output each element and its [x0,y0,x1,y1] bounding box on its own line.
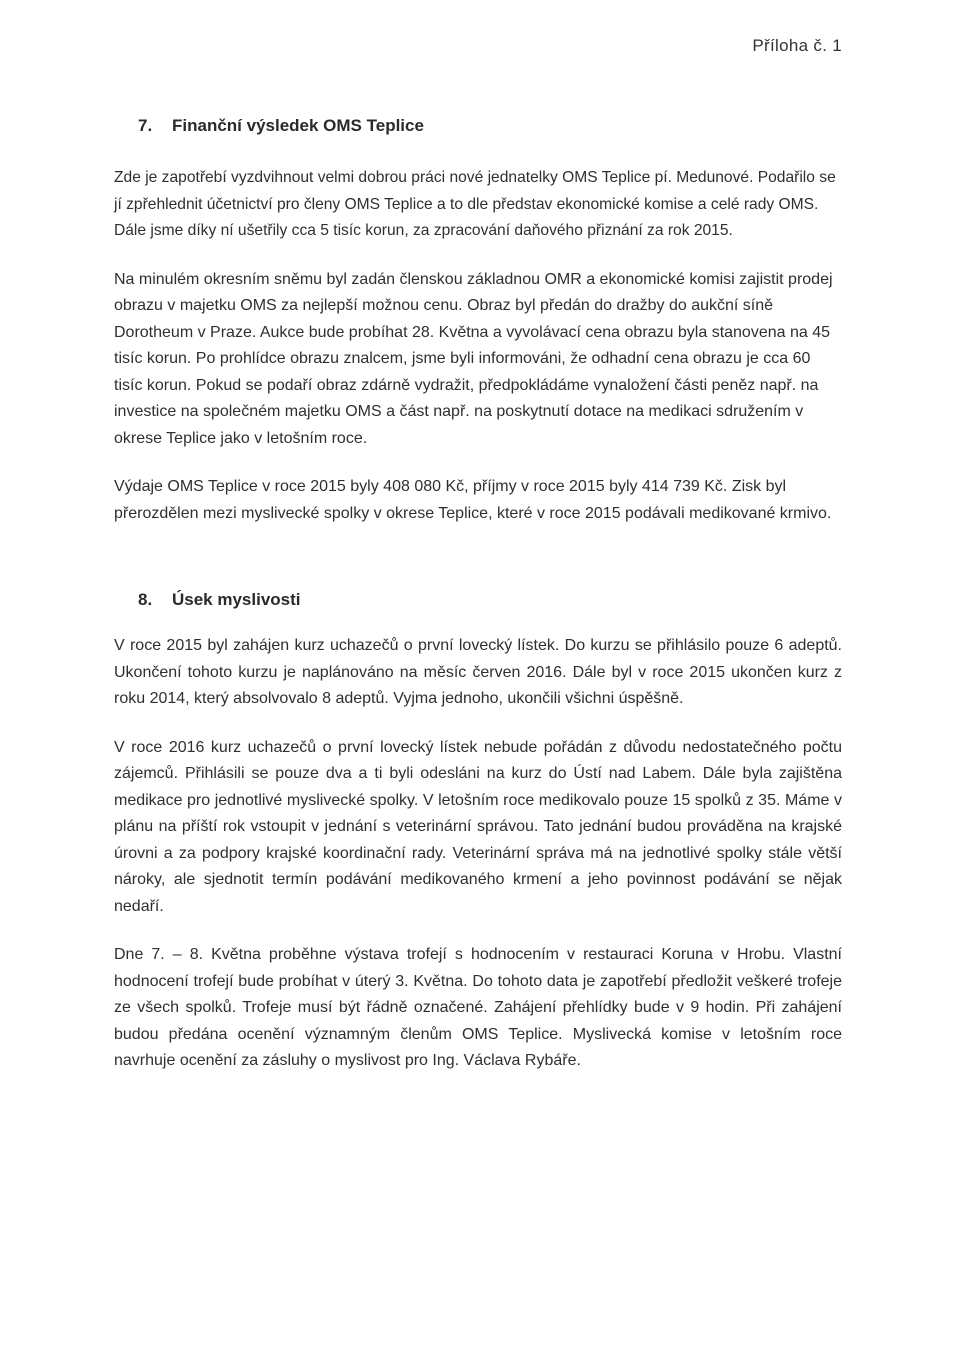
section-7-paragraph-2: Na minulém okresním sněmu byl zadán členskou základnou OMR a ekonomické komisi zajistit prodej obrazu v majetku OMS za nejlepší možnou cenu. Obraz byl předán do dražby do aukční síně Dorotheum v Praze. Aukce bude probíhat 28. Května a vyvolávací cena obrazu byla stanovena na 45 tisíc korun. Po prohlídce obrazu znalcem, jsme byli informováni, že odhadní cena obrazu je cca 60 tisíc korun. Pokud se podaří obraz zdárně vydražit, předpokládáme vynaložení části peněz např. na investice na společném majetku OMS a část např. na poskytnutí dotace na medikaci sdružením v okrese Teplice jako v letošním roce. [114,270,833,447]
attachment-label: Příloha č. 1 [752,36,842,55]
section-8-paragraph-2: V roce 2016 kurz uchazečů o první lovecký lístek nebude pořádán z důvodu nedostatečného počtu zájemců. Přihlásili se pouze dva a ti byli odesláni na kurz do Ústí nad Labem. Dále byla zajištěna medikace pro jednotlivé myslivecké spolky. V letošním roce medikovalo pouze 15 spolků z 35. Máme v plánu na příští rok vstoupit v jednání s veterinární správou. Tato jednání budou prováděna na krajské úrovni a za podpory krajské koordinační rady. Veterinární správa má na jednotlivé spolky stále větší nároky, ale sjednotit termín podávání medikovaného krmení a jeho povinnost podávání se nějak nedaří. [114,738,842,915]
section-7-paragraph-1: Zde je zapotřebí vyzdvihnout velmi dobrou práci nové jednatelky OMS Teplice pí. Medunové. Podařilo se jí zpřehlednit účetnictví pro členy OMS Teplice a to dle představ ekonomické komise a celé rady OMS. Dále jsme díky ní ušetřily cca 5 tisíc korun, za zpracování daňového přiznání za rok 2015. [114,169,836,239]
section-8-paragraph-3: Dne 7. – 8. Května proběhne výstava trofejí s hodnocením v restauraci Koruna v Hrobu. Vlastní hodnocení trofejí bude probíhat v úterý 3. Května. Do tohoto data je zapotřebí předložit veškeré trofeje ze všech spolků. Trofeje musí být řádně označené. Zahájení přehlídky bude v 9 hodin. Při zahájení budou předána ocenění významným členům OMS Teplice. Myslivecká komise v letošním roce navrhuje ocenění za zásluhy o myslivost pro Ing. Václava Rybáře. [114,946,842,1069]
section-8-paragraph-1: V roce 2015 byl zahájen kurz uchazečů o první lovecký lístek. Do kurzu se přihlásilo pouze 6 adeptů. Ukončení tohoto kurzu je naplánováno na měsíc červen 2016. Dále byl v roce 2015 ukončen kurz z roku 2014, který absolvovalo 8 adeptů. Vyjma jednoho, ukončili všichni úspěšně. [114,637,842,707]
section-8-title: Úsek myslivosti [172,590,301,609]
document-body [114,113,842,1075]
section-8-number: 8. [138,590,153,609]
section-7-paragraph-3: Výdaje OMS Teplice v roce 2015 byly 408 080 Kč, příjmy v roce 2015 byly 414 739 Kč. Zisk byl přerozdělen mezi myslivecké spolky v okrese Teplice, které v roce 2015 podávali medikované krmivo. [114,478,832,522]
section-7-title: Finanční výsledek OMS Teplice [172,116,424,135]
section-7-number: 7. [138,116,153,135]
section-7-heading [114,113,842,139]
section-8-heading [114,587,842,613]
